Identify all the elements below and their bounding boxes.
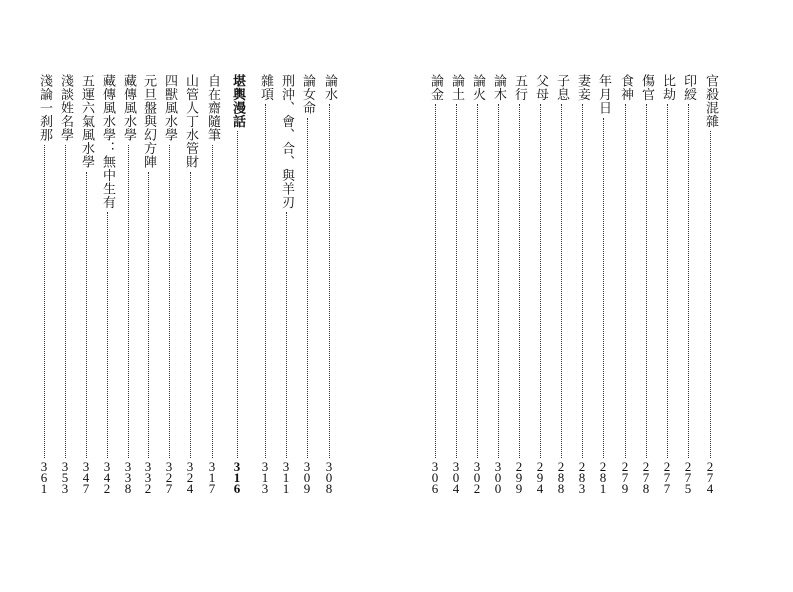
page-digit: 2 (578, 459, 586, 474)
page-digit: 7 (208, 481, 216, 496)
entry-title: 子息 (554, 74, 569, 101)
toc-entry (702, 74, 718, 494)
entry-page-number (166, 461, 173, 494)
toc-entry (617, 74, 633, 494)
left-page (0, 0, 396, 592)
page-digit: 0 (473, 470, 481, 485)
entry-title: 年月日 (596, 74, 611, 115)
page-digit: 1 (233, 470, 241, 485)
toc-entry (99, 74, 115, 494)
toc-entry (182, 74, 198, 494)
entry-title: 比劫 (660, 74, 675, 101)
page-digit: 3 (61, 459, 69, 474)
entry-page-number (474, 461, 481, 494)
dot-leader (688, 104, 689, 458)
entry-title: 論土 (449, 74, 464, 101)
page-digit: 7 (663, 481, 671, 496)
entry-title: 食神 (618, 74, 633, 101)
dot-leader (128, 145, 129, 459)
page-digit: 8 (578, 470, 586, 485)
page-digit: 8 (325, 481, 333, 496)
entry-page-number (304, 461, 311, 494)
entry-title: 自在齋隨筆 (205, 74, 220, 142)
toc-entry (448, 74, 464, 494)
dot-leader (456, 104, 457, 458)
dot-leader (307, 118, 308, 459)
dot-leader (148, 172, 149, 459)
page-digit: 3 (61, 481, 69, 496)
page-digit: 2 (621, 459, 629, 474)
page-digit: 4 (103, 470, 111, 485)
page-digit: 3 (124, 459, 132, 474)
entry-title: 雜項 (258, 74, 273, 101)
page-digit: 3 (261, 481, 269, 496)
page-digit: 6 (431, 481, 439, 496)
page-digit: 1 (282, 470, 290, 485)
page-digit: 7 (82, 481, 90, 496)
dot-leader (710, 131, 711, 458)
page-digit: 9 (303, 481, 311, 496)
page-digit: 3 (303, 459, 311, 474)
entry-page-number (432, 461, 439, 494)
entry-title: 五運六氣風水學 (79, 74, 94, 169)
entry-page-number (558, 461, 565, 494)
page-digit: 7 (684, 470, 692, 485)
page-digit: 7 (165, 481, 173, 496)
page-digit: 8 (642, 481, 650, 496)
dot-leader (286, 212, 287, 458)
toc-entry (257, 74, 273, 494)
page-digit: 3 (578, 481, 586, 496)
entry-page-number (579, 461, 586, 494)
entry-title: 元旦盤與幻方陣 (141, 74, 156, 169)
page-digit: 6 (40, 470, 48, 485)
page-digit: 9 (621, 481, 629, 496)
entry-title: 論火 (470, 74, 485, 101)
page-digit: 2 (684, 459, 692, 474)
page-digit: 3 (165, 459, 173, 474)
dot-leader (44, 145, 45, 459)
dot-leader (646, 104, 647, 458)
entry-title: 藏傳風水學：無中生有 (100, 74, 115, 209)
page-digit: 1 (40, 481, 48, 496)
entry-page-number (664, 461, 671, 494)
page-digit: 1 (208, 470, 216, 485)
entry-page-number (104, 461, 111, 494)
entry-title: 印綬 (681, 74, 696, 101)
page-digit: 2 (515, 459, 523, 474)
page-digit: 2 (642, 459, 650, 474)
page-digit: 3 (473, 459, 481, 474)
entry-page-number (145, 461, 152, 494)
entry-page-number (326, 461, 333, 494)
entry-title: 論木 (491, 74, 506, 101)
entry-page-number (516, 461, 523, 494)
dot-leader (625, 104, 626, 458)
page-digit: 4 (452, 481, 460, 496)
entry-title: 論水 (322, 74, 337, 101)
entry-page-number (622, 461, 629, 494)
toc-entry (532, 74, 548, 494)
page-digit: 2 (663, 459, 671, 474)
entry-title: 刑沖、會、合、與羊刃 (279, 74, 294, 209)
dot-leader (86, 172, 87, 459)
dot-leader (107, 212, 108, 458)
toc-entry (120, 74, 136, 494)
toc-entry (638, 74, 654, 494)
dot-leader (477, 104, 478, 458)
page-digit: 3 (452, 459, 460, 474)
toc-entry (140, 74, 156, 494)
page-digit: 7 (663, 470, 671, 485)
page-digit: 3 (494, 459, 502, 474)
toc-entry (278, 74, 294, 494)
entry-title: 四獸風水學 (162, 74, 177, 142)
entry-title: 父母 (533, 74, 548, 101)
entry-title: 論女命 (300, 74, 315, 115)
page-digit: 8 (557, 470, 565, 485)
page-digit: 3 (124, 470, 132, 485)
page-digit: 3 (208, 459, 216, 474)
page-digit: 4 (186, 481, 194, 496)
entry-title: 藏傳風水學 (121, 74, 136, 142)
page-digit: 9 (515, 470, 523, 485)
dot-leader (169, 145, 170, 459)
entry-page-number (600, 461, 607, 494)
page-digit: 2 (103, 481, 111, 496)
entry-title: 官殺混雜 (703, 74, 718, 128)
entry-title: 五行 (512, 74, 527, 101)
page-digit: 0 (325, 470, 333, 485)
page-digit: 3 (82, 459, 90, 474)
dot-leader (212, 145, 213, 459)
dot-leader (582, 104, 583, 458)
toc-entry (204, 74, 220, 494)
entry-title: 淺談姓名學 (58, 74, 73, 142)
page-digit: 1 (261, 470, 269, 485)
entry-title: 傷官 (639, 74, 654, 101)
entry-page-number (495, 461, 502, 494)
page-digit: 3 (186, 459, 194, 474)
page-digit: 5 (684, 481, 692, 496)
entry-title: 淺論一刹那 (37, 74, 52, 142)
page-digit: 0 (303, 470, 311, 485)
entry-page-number (209, 461, 216, 494)
entry-page-number (537, 461, 544, 494)
entry-page-number (283, 461, 290, 494)
entry-title: 妻妾 (575, 74, 590, 101)
entry-page-number (125, 461, 132, 494)
dot-leader (265, 104, 266, 458)
page-digit: 3 (233, 459, 241, 474)
page-digit: 3 (103, 459, 111, 474)
entry-page-number (685, 461, 692, 494)
page-digit: 5 (61, 470, 69, 485)
page-digit: 3 (144, 470, 152, 485)
page-digit: 2 (144, 481, 152, 496)
toc-entry (659, 74, 675, 494)
page-digit: 3 (325, 459, 333, 474)
dot-leader (65, 145, 66, 459)
dot-leader (498, 104, 499, 458)
entry-page-number (41, 461, 48, 494)
toc-entry (161, 74, 177, 494)
page-digit: 7 (706, 470, 714, 485)
page-digit: 9 (536, 470, 544, 485)
page-digit: 9 (515, 481, 523, 496)
toc-entry (490, 74, 506, 494)
toc-entry (321, 74, 337, 494)
toc-entry (574, 74, 590, 494)
entry-title: 山管人丁水管財 (183, 74, 198, 169)
page-digit: 3 (261, 459, 269, 474)
dot-leader (519, 104, 520, 458)
page-digit: 4 (82, 470, 90, 485)
entry-page-number (707, 461, 714, 494)
entry-page-number (83, 461, 90, 494)
dot-leader (329, 104, 330, 458)
page-digit: 8 (557, 481, 565, 496)
page-digit: 0 (494, 481, 502, 496)
page-digit: 8 (599, 470, 607, 485)
toc-entry (680, 74, 696, 494)
toc-entry (299, 74, 315, 494)
page-digit: 2 (706, 459, 714, 474)
dot-leader (435, 104, 436, 458)
page-digit: 1 (282, 481, 290, 496)
entry-page-number (643, 461, 650, 494)
toc-entry (427, 74, 443, 494)
right-page (396, 0, 793, 592)
page-digit: 4 (706, 481, 714, 496)
dot-leader (667, 104, 668, 458)
page-digit: 0 (494, 470, 502, 485)
page-digit: 2 (557, 459, 565, 474)
page-digit: 2 (165, 470, 173, 485)
section-page-number (234, 461, 241, 494)
entry-title: 論金 (428, 74, 443, 101)
page-digit: 7 (621, 470, 629, 485)
page-digit: 3 (282, 459, 290, 474)
dot-leader (540, 104, 541, 458)
toc-entry (595, 74, 611, 494)
dot-leader (190, 172, 191, 459)
toc-entry (36, 74, 52, 494)
page-digit: 2 (536, 459, 544, 474)
page-digit: 0 (452, 470, 460, 485)
dot-leader (237, 131, 238, 458)
page-digit: 2 (599, 459, 607, 474)
entry-page-number (62, 461, 69, 494)
page-digit: 7 (642, 470, 650, 485)
entry-page-number (187, 461, 194, 494)
toc-entry (511, 74, 527, 494)
page-digit: 2 (186, 470, 194, 485)
page-digit: 3 (431, 459, 439, 474)
dot-leader (603, 118, 604, 459)
entry-page-number (262, 461, 269, 494)
page-digit: 2 (473, 481, 481, 496)
toc-entry (57, 74, 73, 494)
entry-page-number (453, 461, 460, 494)
page-digit: 0 (431, 470, 439, 485)
toc-entry (553, 74, 569, 494)
toc-section-heading (229, 74, 245, 494)
page-digit: 3 (40, 459, 48, 474)
page-digit: 3 (144, 459, 152, 474)
dot-leader (561, 104, 562, 458)
toc-entry (78, 74, 94, 494)
page-digit: 6 (233, 481, 241, 496)
page-digit: 8 (124, 481, 132, 496)
page-digit: 4 (536, 481, 544, 496)
section-title: 堪輿漫話 (230, 74, 245, 128)
page-digit: 1 (599, 481, 607, 496)
toc-entry (469, 74, 485, 494)
